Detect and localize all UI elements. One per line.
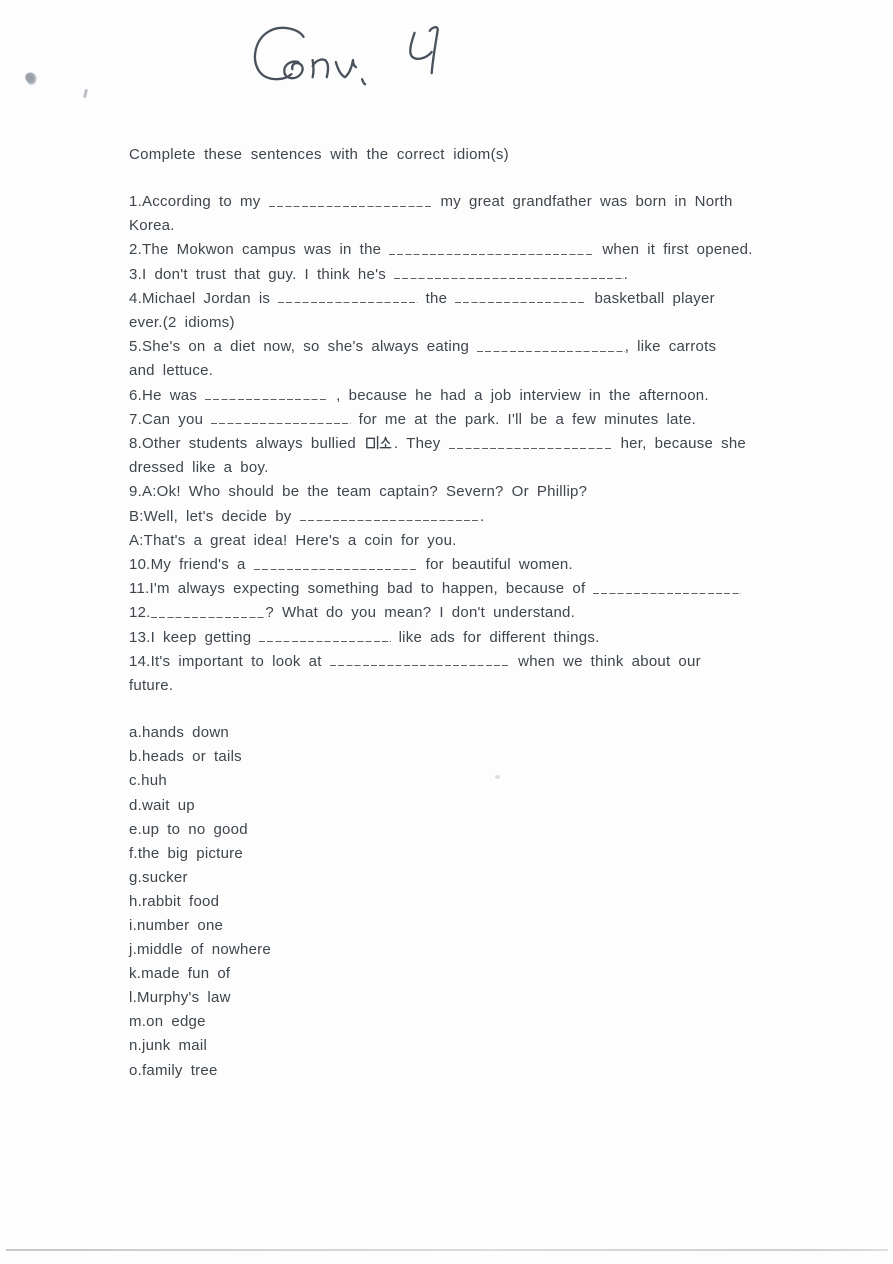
answer-blank [269,194,433,207]
idiom-option: l.Murphy's law [129,989,231,1007]
question-line [129,505,773,529]
answer-blank [394,267,624,280]
question-text: . [479,507,485,525]
answer-blank [455,291,586,304]
question-line [129,335,773,383]
question-text: 7.Can you [129,410,212,428]
question-line [129,650,773,698]
question-text: 1.According to my [129,193,269,210]
idiom-option: d.wait up [129,796,195,814]
answer-blank [151,605,266,618]
question-text: 13.I keep getting [129,628,260,646]
answer-blank [259,630,390,643]
question-text: and lettuce. [129,362,214,380]
question-text: 3.I don't trust that guy. I think he's [129,265,394,283]
question-text: . [623,265,628,283]
answer-blank [211,412,350,425]
handwriting-stroke [284,62,302,79]
question-text: like ads for different things. [390,628,600,646]
question-line [129,529,773,553]
question-line [129,553,773,577]
question-text: 8.Other students always bullied [129,435,365,453]
question-line [129,238,773,262]
idiom-options-section [129,721,773,1082]
question-line [129,263,773,287]
idiom-option: b.heads or tails [129,748,242,766]
question-text: 10.My friend's a [129,556,254,574]
answer-blank [254,557,418,570]
handwriting-stroke [430,27,438,73]
questions-section [129,190,773,698]
question-line [129,626,773,650]
question-text: , because he had a job interview in the afternoon. [328,386,709,404]
question-text: ever.(2 idioms) [129,314,235,332]
answer-blank [389,242,594,255]
question-text: 12. [129,604,151,622]
handwritten-title [243,22,465,86]
idiom-option: a.hands down [129,724,230,742]
question-text: her, because she [612,435,747,453]
idiom-option: n.junk mail [129,1037,208,1055]
question-text: 4.Michael Jordan is [129,289,279,307]
question-line [129,480,773,504]
question-text: 9.A:Ok! Who should be the team captain? Severn? Or Phillip? [129,483,588,501]
answer-blank [593,581,741,594]
question-text: my great grandfather was born in North [432,193,733,210]
worksheet-body [129,143,773,1083]
handwriting-stroke [255,28,304,79]
idiom-option: e.up to no good [129,820,248,838]
question-text: future. [129,677,174,695]
answer-blank [477,339,625,352]
question-line [129,601,773,625]
question-line [129,190,773,238]
idiom-option: c.huh [129,772,167,790]
scan-edge-line [6,1249,888,1251]
idiom-option: m.on edge [129,1013,206,1031]
scan-speck [83,89,88,98]
question-line [129,287,773,335]
instruction-text: Complete these sentences with the correct idiom(s) [129,146,509,163]
question-line [129,432,773,480]
korean-name-miso [364,434,394,451]
handwriting-stroke [313,60,328,78]
question-text: . They [394,435,449,453]
question-text: when we think about our [510,652,701,670]
question-text: for me at the park. I'll be a few minutes late. [350,410,697,428]
idiom-option: h.rabbit food [129,892,220,910]
question-text: basketball player [586,289,715,307]
idiom-option: o.family tree [129,1061,218,1079]
question-line [129,577,773,601]
question-text: dressed like a boy. [129,459,269,477]
question-text: when it first opened. [594,241,753,259]
question-text: 14.It's important to look at [129,652,330,670]
answer-blank [300,509,480,522]
idiom-option: i.number one [129,917,224,935]
idiom-option: j.middle of nowhere [129,941,272,959]
question-text: the [417,289,456,307]
question-text: 6.He was [129,386,206,404]
question-line [129,408,773,432]
handwriting-stroke [362,79,365,84]
question-text: , like carrots [624,338,717,356]
answer-blank [278,291,417,304]
question-text: for beautiful women. [417,556,573,574]
idiom-option: f.the big picture [129,844,244,862]
question-text: B:Well, let's decide by [129,507,300,525]
answer-blank [205,388,328,401]
handwriting-stroke [336,60,356,77]
question-text: 5.She's on a diet now, so she's always eating [129,338,478,356]
question-text: 2.The Mokwon campus was in the [129,241,390,259]
scan-speck [24,70,40,87]
idiom-option: k.made fun of [129,965,231,983]
idiom-option: g.sucker [129,868,188,886]
question-text: Korea. [129,217,175,235]
question-line [129,384,773,408]
question-text: 11.I'm always expecting something bad to happen, because of [129,580,594,598]
question-text: ? What do you mean? I don't understand. [265,604,576,622]
answer-blank [449,436,613,449]
answer-blank [330,654,510,667]
question-text: A:That's a great idea! Here's a coin for you. [129,531,457,549]
handwriting-stroke [410,33,431,59]
